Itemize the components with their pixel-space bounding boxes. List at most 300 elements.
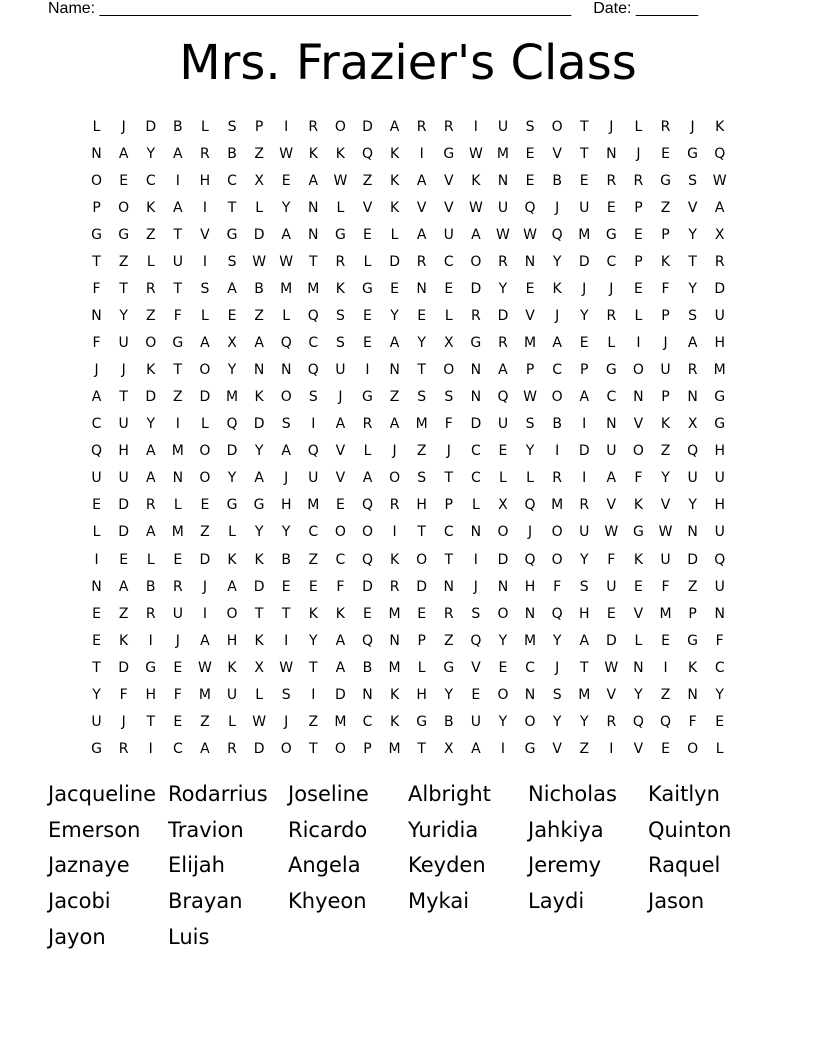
grid-letter[interactable]: V bbox=[443, 172, 454, 189]
grid-letter[interactable]: V bbox=[335, 470, 346, 487]
grid-letter[interactable]: T bbox=[227, 199, 237, 216]
grid-letter[interactable]: T bbox=[92, 659, 101, 676]
grid-letter[interactable]: K bbox=[633, 551, 644, 568]
grid-letter[interactable]: K bbox=[254, 389, 264, 406]
grid-letter[interactable]: W bbox=[252, 713, 267, 730]
grid-letter[interactable]: K bbox=[552, 280, 562, 297]
grid-letter[interactable]: U bbox=[714, 470, 725, 487]
grid-letter[interactable]: K bbox=[389, 172, 400, 189]
grid-letter[interactable]: A bbox=[335, 416, 346, 433]
grid-letter[interactable]: M bbox=[388, 605, 401, 622]
grid-letter[interactable]: Z bbox=[118, 605, 129, 622]
grid-letter[interactable]: R bbox=[172, 578, 183, 595]
grid-letter[interactable]: T bbox=[173, 280, 183, 297]
grid-letter[interactable]: U bbox=[308, 470, 319, 487]
grid-letter[interactable]: M bbox=[659, 605, 672, 622]
grid-letter[interactable]: W bbox=[604, 659, 619, 676]
grid-letter[interactable]: U bbox=[660, 551, 671, 568]
grid-letter[interactable]: N bbox=[280, 362, 292, 379]
grid-letter[interactable]: Y bbox=[146, 145, 156, 162]
grid-letter[interactable]: D bbox=[470, 416, 482, 433]
grid-letter[interactable]: E bbox=[227, 307, 237, 324]
grid-letter[interactable]: A bbox=[389, 335, 400, 352]
grid-letter[interactable]: A bbox=[281, 443, 291, 460]
grid-letter[interactable]: D bbox=[362, 118, 373, 135]
grid-letter[interactable]: D bbox=[253, 578, 265, 595]
grid-letter[interactable]: Y bbox=[552, 713, 562, 730]
grid-letter[interactable]: J bbox=[121, 362, 126, 379]
grid-letter[interactable]: V bbox=[633, 605, 644, 622]
grid-letter[interactable]: O bbox=[334, 118, 346, 135]
grid-letter[interactable]: Q bbox=[551, 226, 563, 243]
grid-letter[interactable]: A bbox=[416, 172, 427, 189]
grid-letter[interactable]: K bbox=[389, 686, 400, 703]
grid-letter[interactable]: W bbox=[252, 253, 267, 270]
grid-letter[interactable]: P bbox=[417, 632, 426, 649]
grid-letter[interactable]: Y bbox=[552, 253, 562, 270]
grid-letter[interactable]: V bbox=[633, 740, 644, 757]
grid-letter[interactable]: Y bbox=[579, 713, 589, 730]
grid-letter[interactable]: Z bbox=[416, 443, 427, 460]
grid-letter[interactable]: C bbox=[227, 172, 237, 189]
grid-letter[interactable]: J bbox=[527, 524, 533, 541]
grid-letter[interactable]: Q bbox=[91, 443, 103, 460]
grid-letter[interactable]: T bbox=[309, 659, 318, 676]
grid-letter[interactable]: Q bbox=[714, 551, 726, 568]
grid-letter[interactable]: G bbox=[226, 497, 238, 514]
grid-letter[interactable]: Q bbox=[687, 443, 699, 460]
grid-letter[interactable]: D bbox=[118, 659, 130, 676]
grid-letter[interactable]: Z bbox=[660, 686, 671, 703]
grid-letter[interactable]: E bbox=[92, 605, 101, 622]
grid-letter[interactable]: E bbox=[525, 280, 535, 297]
grid-letter[interactable]: D bbox=[118, 524, 130, 541]
grid-letter[interactable]: U bbox=[172, 253, 183, 270]
grid-letter[interactable]: Q bbox=[660, 713, 672, 730]
grid-letter[interactable]: B bbox=[443, 713, 454, 730]
grid-letter[interactable]: E bbox=[363, 226, 372, 243]
grid-letter[interactable]: K bbox=[688, 659, 698, 676]
grid-letter[interactable]: K bbox=[227, 551, 237, 568]
grid-letter[interactable]: L bbox=[228, 713, 236, 730]
grid-letter[interactable]: C bbox=[335, 551, 346, 568]
grid-letter[interactable]: G bbox=[687, 145, 699, 162]
grid-letter[interactable]: C bbox=[362, 713, 373, 730]
grid-letter[interactable]: A bbox=[254, 335, 264, 352]
grid-letter[interactable]: O bbox=[551, 524, 563, 541]
grid-letter[interactable]: V bbox=[416, 199, 427, 216]
grid-letter[interactable]: L bbox=[282, 307, 291, 324]
grid-letter[interactable]: R bbox=[606, 307, 617, 324]
grid-letter[interactable]: K bbox=[660, 416, 671, 433]
grid-letter[interactable]: T bbox=[417, 362, 426, 379]
grid-letter[interactable]: R bbox=[227, 740, 237, 757]
grid-letter[interactable]: L bbox=[471, 497, 480, 514]
grid-letter[interactable]: W bbox=[198, 659, 212, 676]
grid-letter[interactable]: O bbox=[199, 443, 211, 460]
grid-letter[interactable]: T bbox=[579, 145, 589, 162]
grid-letter[interactable]: A bbox=[173, 145, 183, 162]
grid-letter[interactable]: Q bbox=[497, 389, 509, 406]
grid-letter[interactable]: W bbox=[468, 145, 483, 162]
grid-letter[interactable]: N bbox=[524, 605, 536, 622]
grid-letter[interactable]: M bbox=[388, 659, 401, 676]
grid-letter[interactable]: F bbox=[661, 280, 670, 297]
grid-letter[interactable]: I bbox=[175, 416, 180, 433]
grid-letter[interactable]: Y bbox=[661, 470, 670, 487]
grid-letter[interactable]: U bbox=[579, 524, 590, 541]
grid-letter[interactable]: R bbox=[498, 253, 508, 270]
grid-letter[interactable]: T bbox=[444, 551, 454, 568]
grid-letter[interactable]: Y bbox=[119, 307, 128, 324]
grid-letter[interactable]: A bbox=[579, 632, 590, 649]
grid-letter[interactable]: B bbox=[254, 280, 264, 297]
grid-letter[interactable]: O bbox=[687, 740, 699, 757]
grid-letter[interactable]: I bbox=[202, 605, 207, 622]
grid-letter[interactable]: V bbox=[443, 199, 454, 216]
grid-letter[interactable]: S bbox=[335, 335, 345, 352]
grid-letter[interactable]: O bbox=[280, 389, 292, 406]
grid-letter[interactable]: J bbox=[609, 280, 614, 297]
grid-letter[interactable]: I bbox=[148, 740, 153, 757]
grid-letter[interactable]: W bbox=[279, 253, 294, 270]
grid-letter[interactable]: J bbox=[175, 632, 180, 649]
grid-letter[interactable]: T bbox=[173, 362, 183, 379]
grid-letter[interactable]: Q bbox=[470, 632, 482, 649]
grid-letter[interactable]: K bbox=[715, 118, 725, 135]
grid-letter[interactable]: Y bbox=[688, 226, 697, 243]
grid-letter[interactable]: O bbox=[551, 389, 563, 406]
grid-letter[interactable]: X bbox=[443, 335, 454, 352]
grid-letter[interactable]: O bbox=[199, 362, 211, 379]
grid-letter[interactable]: D bbox=[714, 280, 726, 297]
grid-letter[interactable]: J bbox=[121, 713, 126, 730]
grid-letter[interactable]: M bbox=[280, 280, 293, 297]
grid-letter[interactable]: A bbox=[498, 362, 508, 379]
grid-letter[interactable]: U bbox=[172, 605, 183, 622]
grid-letter[interactable]: N bbox=[470, 389, 482, 406]
grid-letter[interactable]: R bbox=[660, 118, 671, 135]
grid-letter[interactable]: A bbox=[579, 389, 590, 406]
grid-letter[interactable]: L bbox=[526, 470, 534, 487]
grid-letter[interactable]: P bbox=[363, 740, 372, 757]
grid-letter[interactable]: V bbox=[606, 497, 617, 514]
grid-letter[interactable]: G bbox=[416, 713, 428, 730]
grid-letter[interactable]: D bbox=[578, 253, 590, 270]
grid-letter[interactable]: Y bbox=[498, 280, 508, 297]
grid-letter[interactable]: Y bbox=[634, 686, 643, 703]
grid-letter[interactable]: F bbox=[607, 551, 616, 568]
grid-letter[interactable]: E bbox=[417, 307, 427, 324]
grid-letter[interactable]: O bbox=[334, 524, 346, 541]
grid-letter[interactable]: N bbox=[91, 578, 102, 595]
grid-letter[interactable]: S bbox=[688, 307, 698, 324]
grid-letter[interactable]: S bbox=[471, 605, 481, 622]
grid-letter[interactable]: I bbox=[500, 740, 506, 757]
grid-letter[interactable]: W bbox=[279, 659, 294, 676]
grid-letter[interactable]: H bbox=[280, 497, 292, 514]
grid-letter[interactable]: N bbox=[606, 145, 617, 162]
grid-letter[interactable]: N bbox=[524, 253, 536, 270]
grid-letter[interactable]: G bbox=[443, 145, 455, 162]
grid-letter[interactable]: Q bbox=[714, 145, 726, 162]
grid-letter[interactable]: P bbox=[254, 118, 264, 135]
grid-letter[interactable]: N bbox=[443, 578, 454, 595]
grid-letter[interactable]: P bbox=[661, 226, 670, 243]
grid-letter[interactable]: T bbox=[119, 280, 128, 297]
grid-letter[interactable]: D bbox=[145, 118, 157, 135]
grid-letter[interactable]: L bbox=[146, 551, 155, 568]
grid-letter[interactable]: I bbox=[365, 362, 370, 379]
grid-letter[interactable]: E bbox=[363, 605, 372, 622]
grid-letter[interactable]: J bbox=[690, 118, 695, 135]
grid-letter[interactable]: X bbox=[443, 740, 454, 757]
grid-letter[interactable]: F bbox=[661, 578, 670, 595]
grid-letter[interactable]: V bbox=[606, 686, 617, 703]
grid-letter[interactable]: E bbox=[281, 172, 291, 189]
grid-letter[interactable]: L bbox=[173, 497, 182, 514]
grid-letter[interactable]: B bbox=[362, 659, 373, 676]
grid-letter[interactable]: D bbox=[605, 632, 617, 649]
grid-letter[interactable]: L bbox=[92, 118, 101, 135]
grid-letter[interactable]: W bbox=[712, 172, 727, 189]
grid-letter[interactable]: Z bbox=[118, 253, 129, 270]
grid-letter[interactable]: I bbox=[148, 632, 153, 649]
grid-letter[interactable]: J bbox=[338, 389, 343, 406]
grid-letter[interactable]: V bbox=[362, 199, 373, 216]
grid-letter[interactable]: N bbox=[389, 632, 400, 649]
grid-letter[interactable]: L bbox=[336, 199, 345, 216]
grid-letter[interactable]: P bbox=[661, 389, 670, 406]
grid-letter[interactable]: S bbox=[281, 686, 291, 703]
grid-letter[interactable]: P bbox=[580, 362, 589, 379]
grid-letter[interactable]: M bbox=[578, 226, 591, 243]
grid-letter[interactable]: S bbox=[444, 389, 454, 406]
grid-letter[interactable]: A bbox=[389, 416, 400, 433]
grid-letter[interactable]: G bbox=[714, 389, 726, 406]
grid-letter[interactable]: A bbox=[254, 470, 264, 487]
grid-letter[interactable]: G bbox=[226, 226, 238, 243]
grid-letter[interactable]: Y bbox=[715, 686, 724, 703]
grid-letter[interactable]: E bbox=[281, 578, 291, 595]
grid-letter[interactable]: N bbox=[253, 362, 265, 379]
grid-letter[interactable]: E bbox=[173, 551, 183, 568]
grid-letter[interactable]: K bbox=[146, 199, 156, 216]
grid-letter[interactable]: J bbox=[284, 470, 289, 487]
grid-letter[interactable]: A bbox=[118, 578, 129, 595]
grid-letter[interactable]: O bbox=[416, 551, 428, 568]
grid-letter[interactable]: U bbox=[470, 713, 481, 730]
grid-letter[interactable]: O bbox=[118, 199, 130, 216]
grid-letter[interactable]: N bbox=[416, 280, 427, 297]
grid-letter[interactable]: Q bbox=[361, 497, 373, 514]
grid-letter[interactable]: Y bbox=[498, 713, 508, 730]
grid-letter[interactable]: M bbox=[388, 740, 401, 757]
grid-letter[interactable]: D bbox=[497, 551, 509, 568]
grid-letter[interactable]: B bbox=[173, 118, 183, 135]
grid-letter[interactable]: B bbox=[552, 416, 562, 433]
grid-letter[interactable]: U bbox=[91, 713, 102, 730]
grid-letter[interactable]: Y bbox=[281, 524, 291, 541]
grid-letter[interactable]: D bbox=[470, 280, 482, 297]
grid-letter[interactable]: Z bbox=[362, 172, 373, 189]
grid-letter[interactable]: C bbox=[525, 659, 535, 676]
grid-letter[interactable]: O bbox=[524, 713, 536, 730]
grid-letter[interactable]: K bbox=[633, 497, 644, 514]
grid-letter[interactable]: E bbox=[200, 497, 210, 514]
grid-letter[interactable]: W bbox=[523, 226, 537, 243]
grid-letter[interactable]: R bbox=[552, 470, 562, 487]
grid-letter[interactable]: Y bbox=[390, 307, 399, 324]
grid-letter[interactable]: E bbox=[661, 632, 670, 649]
grid-letter[interactable]: D bbox=[253, 740, 265, 757]
grid-letter[interactable]: R bbox=[606, 713, 617, 730]
grid-letter[interactable]: J bbox=[202, 578, 207, 595]
grid-letter[interactable]: T bbox=[173, 226, 183, 243]
grid-letter[interactable]: Z bbox=[254, 307, 264, 324]
grid-letter[interactable]: X bbox=[254, 172, 264, 189]
grid-letter[interactable]: S bbox=[227, 253, 237, 270]
grid-letter[interactable]: D bbox=[362, 578, 373, 595]
grid-letter[interactable]: K bbox=[146, 362, 156, 379]
grid-letter[interactable]: B bbox=[227, 145, 237, 162]
grid-letter[interactable]: A bbox=[687, 335, 698, 352]
grid-letter[interactable]: T bbox=[309, 740, 318, 757]
grid-letter[interactable]: L bbox=[201, 118, 209, 135]
grid-letter[interactable]: Q bbox=[307, 362, 319, 379]
grid-letter[interactable]: G bbox=[687, 632, 699, 649]
grid-letter[interactable]: J bbox=[284, 713, 289, 730]
grid-letter[interactable]: S bbox=[417, 470, 427, 487]
grid-letter[interactable]: J bbox=[392, 443, 397, 460]
grid-letter[interactable]: Y bbox=[525, 443, 535, 460]
grid-letter[interactable]: N bbox=[389, 362, 400, 379]
grid-letter[interactable]: Y bbox=[579, 307, 589, 324]
grid-letter[interactable]: W bbox=[496, 226, 510, 243]
grid-letter[interactable]: N bbox=[470, 362, 482, 379]
grid-letter[interactable]: J bbox=[555, 307, 560, 324]
grid-letter[interactable]: P bbox=[634, 199, 643, 216]
grid-letter[interactable]: C bbox=[606, 389, 617, 406]
grid-letter[interactable]: A bbox=[200, 632, 210, 649]
grid-letter[interactable]: H bbox=[416, 686, 427, 703]
grid-letter[interactable]: K bbox=[227, 659, 237, 676]
grid-letter[interactable]: V bbox=[525, 307, 535, 324]
grid-letter[interactable]: C bbox=[91, 416, 102, 433]
grid-letter[interactable]: R bbox=[145, 497, 156, 514]
grid-letter[interactable]: K bbox=[389, 199, 400, 216]
grid-letter[interactable]: E bbox=[417, 605, 427, 622]
grid-letter[interactable]: G bbox=[632, 524, 644, 541]
grid-letter[interactable]: Y bbox=[552, 632, 562, 649]
grid-letter[interactable]: I bbox=[582, 470, 587, 487]
grid-letter[interactable]: S bbox=[552, 686, 562, 703]
grid-letter[interactable]: A bbox=[389, 118, 400, 135]
grid-letter[interactable]: R bbox=[633, 172, 644, 189]
grid-letter[interactable]: N bbox=[91, 307, 102, 324]
grid-letter[interactable]: Q bbox=[226, 416, 238, 433]
grid-letter[interactable]: R bbox=[579, 497, 590, 514]
grid-letter[interactable]: E bbox=[606, 199, 616, 216]
grid-letter[interactable]: U bbox=[118, 416, 129, 433]
grid-letter[interactable]: Z bbox=[443, 632, 454, 649]
grid-letter[interactable]: Q bbox=[524, 199, 536, 216]
grid-letter[interactable]: K bbox=[308, 605, 318, 622]
grid-letter[interactable]: A bbox=[335, 632, 346, 649]
grid-letter[interactable]: R bbox=[118, 740, 129, 757]
grid-letter[interactable]: O bbox=[470, 253, 482, 270]
grid-letter[interactable]: C bbox=[552, 362, 563, 379]
grid-letter[interactable]: D bbox=[226, 443, 238, 460]
name-field[interactable]: Name: _____________________________________________________ bbox=[48, 0, 572, 17]
grid-letter[interactable]: I bbox=[311, 416, 316, 433]
grid-letter[interactable]: I bbox=[94, 551, 99, 568]
grid-letter[interactable]: U bbox=[497, 416, 509, 433]
grid-letter[interactable]: F bbox=[92, 335, 101, 352]
grid-letter[interactable]: C bbox=[172, 740, 183, 757]
grid-letter[interactable]: S bbox=[579, 578, 589, 595]
grid-letter[interactable]: D bbox=[199, 389, 211, 406]
grid-letter[interactable]: G bbox=[524, 740, 536, 757]
grid-letter[interactable]: N bbox=[714, 605, 725, 622]
grid-letter[interactable]: U bbox=[335, 362, 346, 379]
grid-letter[interactable]: E bbox=[715, 713, 725, 730]
grid-letter[interactable]: W bbox=[279, 145, 294, 162]
grid-letter[interactable]: Z bbox=[200, 524, 210, 541]
grid-letter[interactable]: E bbox=[173, 713, 183, 730]
grid-letter[interactable]: O bbox=[497, 686, 509, 703]
grid-letter[interactable]: G bbox=[91, 740, 102, 757]
grid-letter[interactable]: T bbox=[254, 605, 264, 622]
grid-letter[interactable]: K bbox=[254, 632, 264, 649]
grid-letter[interactable]: G bbox=[118, 226, 130, 243]
grid-letter[interactable]: M bbox=[171, 443, 184, 460]
grid-letter[interactable]: O bbox=[632, 443, 644, 460]
grid-letter[interactable]: L bbox=[201, 416, 209, 433]
grid-letter[interactable]: I bbox=[392, 524, 397, 541]
grid-letter[interactable]: D bbox=[253, 416, 265, 433]
grid-letter[interactable]: E bbox=[444, 280, 454, 297]
grid-letter[interactable]: K bbox=[308, 145, 318, 162]
grid-letter[interactable]: U bbox=[497, 118, 509, 135]
grid-letter[interactable]: R bbox=[145, 280, 156, 297]
grid-letter[interactable]: A bbox=[308, 172, 319, 189]
grid-letter[interactable]: E bbox=[119, 551, 129, 568]
grid-letter[interactable]: J bbox=[446, 443, 451, 460]
grid-letter[interactable]: V bbox=[552, 740, 562, 757]
grid-letter[interactable]: P bbox=[688, 605, 697, 622]
grid-letter[interactable]: R bbox=[308, 118, 319, 135]
grid-letter[interactable]: E bbox=[92, 497, 101, 514]
grid-letter[interactable]: H bbox=[145, 686, 156, 703]
grid-letter[interactable]: F bbox=[715, 632, 724, 649]
grid-letter[interactable]: K bbox=[389, 713, 400, 730]
grid-letter[interactable]: F bbox=[336, 578, 345, 595]
grid-letter[interactable]: E bbox=[525, 145, 535, 162]
grid-letter[interactable]: R bbox=[498, 335, 508, 352]
grid-letter[interactable]: D bbox=[416, 578, 428, 595]
grid-letter[interactable]: S bbox=[417, 389, 427, 406]
grid-letter[interactable]: Z bbox=[579, 740, 590, 757]
grid-letter[interactable]: L bbox=[444, 307, 453, 324]
grid-letter[interactable]: I bbox=[473, 118, 478, 135]
grid-letter[interactable]: A bbox=[552, 335, 562, 352]
grid-letter[interactable]: C bbox=[308, 335, 319, 352]
grid-letter[interactable]: L bbox=[634, 632, 643, 649]
grid-letter[interactable]: P bbox=[525, 362, 535, 379]
grid-letter[interactable]: H bbox=[714, 443, 725, 460]
grid-letter[interactable]: O bbox=[389, 470, 401, 487]
